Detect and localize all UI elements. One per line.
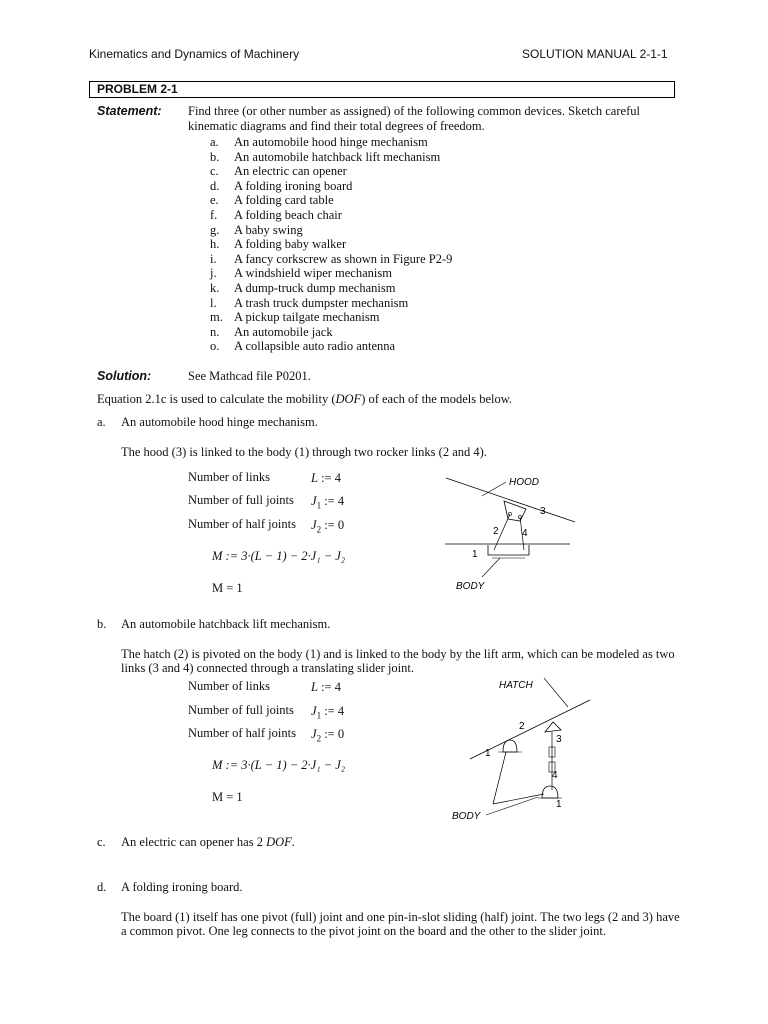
- value: 0: [337, 727, 345, 741]
- list-item-text: A folding ironing board: [234, 178, 353, 193]
- problem-title: PROBLEM 2-1: [97, 82, 178, 96]
- equation-intro-after: ) of each of the models below.: [361, 392, 513, 406]
- symbol: L: [311, 680, 318, 694]
- hatch-pivot: [503, 740, 517, 752]
- list-item-text: A folding card table: [234, 193, 334, 208]
- part-d-title: A folding ironing board.: [121, 880, 243, 894]
- statement-line-2: kinematic diagrams and find their total degrees of freedom.: [188, 119, 485, 133]
- part-a-row-full-eq: [311, 494, 344, 511]
- list-item-letter: m.: [210, 310, 223, 325]
- part-b-row-links-label: Number of links: [188, 679, 270, 693]
- list-item-letter: g.: [210, 222, 220, 237]
- hood-hinge-diagram: [430, 465, 580, 600]
- list-item: [210, 223, 452, 238]
- list-item-text: A collapsible auto radio antenna: [234, 339, 396, 354]
- list-item-letter: n.: [210, 324, 220, 339]
- subscript: 1: [316, 500, 322, 511]
- list-item-text: A trash truck dumpster mechanism: [234, 295, 409, 310]
- part-a-row-half-eq: [311, 518, 344, 535]
- list-item: [210, 237, 452, 252]
- link-1-ground-label: 1: [556, 799, 562, 810]
- value: 0: [337, 518, 345, 532]
- part-a-description: The hood (3) is linked to the body (1) through two rocker links (2 and 4).: [121, 445, 487, 459]
- value: 4: [334, 680, 341, 694]
- part-a-row-links-eq: [311, 471, 341, 486]
- link-1-label: 1: [485, 748, 491, 759]
- list-item: [210, 179, 452, 194]
- value: 4: [337, 704, 345, 718]
- list-item: [210, 135, 452, 150]
- operator: :=: [321, 680, 332, 694]
- equation-intro-abbr: DOF: [335, 392, 362, 406]
- list-item: [210, 325, 452, 340]
- body-label: BODY: [456, 581, 485, 592]
- part-b-row-full-label: Number of full joints: [188, 703, 294, 717]
- body-link-left: [493, 752, 506, 804]
- list-item-text: An electric can opener: [234, 164, 347, 179]
- header-title: Kinematics and Dynamics of Machinery: [89, 47, 300, 61]
- part-b-description-2: links (3 and 4) connected through a translating slider joint.: [121, 661, 414, 675]
- value: 4: [337, 494, 345, 508]
- link-4-label: 4: [552, 770, 558, 781]
- part-b-row-full-eq: [311, 704, 344, 721]
- part-c-letter: c.: [97, 835, 106, 849]
- lower-pivot: [542, 786, 558, 798]
- list-item-text: An automobile hood hinge mechanism: [234, 135, 428, 149]
- list-item-letter: f.: [210, 207, 218, 222]
- hood-leader: [482, 482, 506, 496]
- list-item-text: A folding beach chair: [234, 207, 342, 222]
- part-a-title: An automobile hood hinge mechanism.: [121, 415, 318, 429]
- symbol: J: [311, 518, 317, 532]
- list-item: [210, 208, 452, 223]
- hatch-leader: [544, 678, 568, 707]
- part-a-row-half-label: Number of half joints: [188, 517, 296, 531]
- list-item: [210, 252, 452, 267]
- list-item-letter: i.: [210, 251, 217, 266]
- part-b-row-half-label: Number of half joints: [188, 726, 296, 740]
- operator: :=: [324, 518, 335, 532]
- body-link-bottom: [493, 794, 544, 804]
- part-c-abbr: DOF: [266, 835, 292, 849]
- symbol: L: [311, 471, 318, 485]
- list-item: [210, 164, 452, 179]
- equation-intro-before: Equation 2.1c is used to calculate the mobility (: [97, 392, 336, 406]
- link-3-label: 3: [556, 734, 562, 745]
- part-a-formula: M := 3·(L − 1) − 2·J₁ − J₂: [212, 549, 346, 563]
- hatch-label: HATCH: [499, 680, 533, 691]
- subscript: 2: [316, 733, 322, 744]
- list-item-letter: e.: [210, 193, 219, 208]
- operator: :=: [321, 471, 332, 485]
- part-d-description-1: The board (1) itself has one pivot (full) joint and one pin-in-slot sliding (half) joint. The two legs (2 and 3) have: [121, 910, 680, 924]
- subscript: 1: [316, 710, 322, 721]
- part-b-letter: b.: [97, 617, 107, 631]
- part-a-row-full-label: Number of full joints: [188, 493, 294, 507]
- operator: :=: [324, 704, 335, 718]
- part-a-letter: a.: [97, 415, 106, 429]
- part-a-result: M = 1: [212, 581, 243, 595]
- device-list: [210, 135, 452, 354]
- list-item-letter: h.: [210, 237, 220, 252]
- list-item: [210, 281, 452, 296]
- equation-intro: [97, 392, 512, 407]
- operator: :=: [324, 494, 335, 508]
- hatchback-diagram: [440, 672, 600, 827]
- solution-label: Solution:: [97, 369, 152, 383]
- symbol: J: [311, 494, 317, 508]
- list-item-text: An automobile hatchback lift mechanism: [234, 149, 441, 164]
- value: 4: [334, 471, 341, 485]
- body-leader: [482, 558, 500, 577]
- part-b-result: M = 1: [212, 790, 243, 804]
- part-b-title: An automobile hatchback lift mechanism.: [121, 617, 331, 631]
- statement-label: Statement:: [97, 104, 162, 118]
- list-item-text: A baby swing: [234, 222, 303, 237]
- list-item-text: A dump-truck dump mechanism: [234, 280, 396, 295]
- list-item: [210, 266, 452, 281]
- part-d-letter: d.: [97, 880, 107, 894]
- list-item-letter: c.: [210, 164, 219, 179]
- statement-line-1: Find three (or other number as assigned) of the following common devices. Sketch careful: [188, 104, 640, 118]
- list-item-text: A folding baby walker: [234, 237, 347, 252]
- list-item-text: A fancy corkscrew as shown in Figure P2-9: [234, 251, 453, 266]
- list-item-text: A pickup tailgate mechanism: [234, 310, 380, 325]
- part-b-row-links-eq: [311, 680, 341, 695]
- hood-label: HOOD: [509, 477, 539, 488]
- list-item-letter: b.: [210, 149, 220, 164]
- list-item: [210, 339, 452, 354]
- list-item: [210, 310, 452, 325]
- link-1-label: 1: [472, 549, 478, 560]
- symbol: J: [311, 704, 317, 718]
- header-page-ref: SOLUTION MANUAL 2-1-1: [522, 47, 668, 61]
- part-d-description-2: a common pivot. One leg connects to the pivot joint on the board and the other to the slider joint.: [121, 924, 606, 938]
- list-item-letter: l.: [210, 295, 217, 310]
- operator: :=: [324, 727, 335, 741]
- part-c-text: [121, 835, 295, 850]
- part-b-description-1: The hatch (2) is pivoted on the body (1) and is linked to the body by the lift arm, which can be modeled as two: [121, 647, 675, 661]
- solution-text: See Mathcad file P0201.: [188, 369, 311, 383]
- link-4-label: 4: [522, 528, 528, 539]
- list-item-letter: a.: [210, 135, 219, 149]
- list-item-letter: o.: [210, 339, 220, 354]
- list-item-letter: j.: [210, 266, 217, 281]
- part-c-before: An electric can opener has 2: [121, 835, 267, 849]
- list-item-letter: d.: [210, 178, 220, 193]
- link-2-label: 2: [493, 526, 499, 537]
- link-3-label: 3: [540, 506, 546, 517]
- lift-arm-attach: [545, 722, 561, 732]
- list-item: [210, 296, 452, 311]
- list-item-letter: k.: [210, 280, 220, 295]
- part-b-row-half-eq: [311, 727, 344, 744]
- symbol: J: [311, 727, 317, 741]
- body-label: BODY: [452, 811, 481, 822]
- part-c-after: .: [291, 835, 295, 849]
- part-b-formula: M := 3·(L − 1) − 2·J₁ − J₂: [212, 758, 346, 772]
- subscript: 2: [316, 524, 322, 535]
- list-item-text: An automobile jack: [234, 324, 333, 339]
- part-a-row-links-label: Number of links: [188, 470, 270, 484]
- list-item: [210, 193, 452, 208]
- link-2-label: 2: [519, 721, 525, 732]
- list-item-text: A windshield wiper mechanism: [234, 266, 392, 281]
- list-item: [210, 150, 452, 165]
